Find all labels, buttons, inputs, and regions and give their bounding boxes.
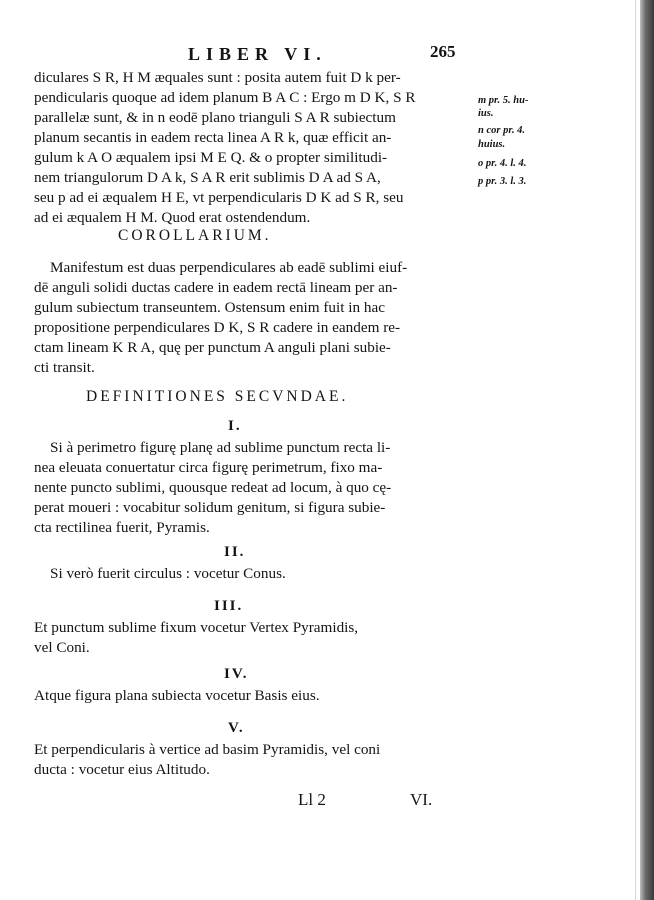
text-line: ad ei æqualem H M. Quod erat ostendendum. [34,209,311,226]
page-header [0,44,654,68]
text-line: diculares S R, H M æquales sunt : posita autem fuit D k per- [34,69,401,86]
margin-note: o pr. 4. l. 4. [478,158,527,169]
signature-mark: Ll 2 [298,790,326,809]
text-line: Et perpendicularis à vertice ad basim Pyramidis, vel coni [34,741,381,758]
margin-note: n cor pr. 4. [478,125,525,136]
catchword: VI. [410,790,433,809]
text-line: Atque figura plana subiecta vocetur Basis eius. [34,687,320,704]
text-line: cta rectilinea fuerit, Pyramis. [34,519,210,536]
corollary-heading: COROLLARIUM. [118,227,272,244]
definition-numeral: IV. [224,666,249,682]
text-line: vel Coni. [34,639,90,656]
margin-note: p pr. 3. l. 3. [478,176,527,187]
text-line: nea eleuata conuertatur circa figurę perimetrum, fixo ma- [34,459,383,476]
running-title: LIBER VI. [188,44,327,64]
page-gutter-line [635,0,636,900]
text-line: ctam lineam K R A, quę per punctum A anguli plani subie- [34,339,391,356]
page-number: 265 [430,42,456,61]
definition-numeral: V. [228,720,245,736]
text-line: dē anguli solidi ductas cadere in eadem rectā lineam per an- [34,279,398,296]
text-line: seu p ad ei æqualem H E, vt perpendicularis D K ad S R, seu [34,189,404,206]
text-line: Si verò fuerit circulus : vocetur Conus. [50,565,286,582]
text-line: Et punctum sublime fixum vocetur Vertex Pyramidis, [34,619,359,636]
page-edge-shadow [640,0,654,900]
text-line: parallelæ sunt, & in n eodē plano trianguli S A R subiectum [34,109,396,126]
text-line: propositione perpendiculares D K, S R cadere in eandem re- [34,319,401,336]
text-line: gulum k A O æqualem ipsi M E Q. & o propter similitudi- [34,149,388,166]
margin-note: ius. [478,108,494,119]
definition-numeral: I. [228,418,242,434]
text-line: nem triangulorum D A k, S A R erit sublimis D A ad S A, [34,169,381,186]
text-line: ducta : vocetur eius Altitudo. [34,761,210,778]
text-line: perat moueri : vocabitur solidum genitum, si figura subie- [34,499,386,516]
text-line: Manifestum est duas perpendiculares ab eadē sublimi eiuf- [50,259,408,276]
definitions-heading: DEFINITIONES SECVNDAE. [86,388,349,405]
margin-note: m pr. 5. hu- [478,95,529,106]
definition-numeral: II. [224,544,246,560]
text-line: cti transit. [34,359,95,376]
text-line: planum secantis in eadem recta linea A R k, quæ efficit an- [34,129,392,146]
text-line: Si à perimetro figurę planę ad sublime punctum recta li- [50,439,391,456]
margin-note: huius. [478,139,506,150]
definition-numeral: III. [214,598,244,614]
text-line: pendicularis quoque ad idem planum B A C : Ergo m D K, S R [34,89,416,106]
text-line: gulum subiectum transeuntem. Ostensum enim fuit in hac [34,299,385,316]
text-line: nente puncto sublimi, quousque redeat ad locum, à quo cę- [34,479,392,496]
